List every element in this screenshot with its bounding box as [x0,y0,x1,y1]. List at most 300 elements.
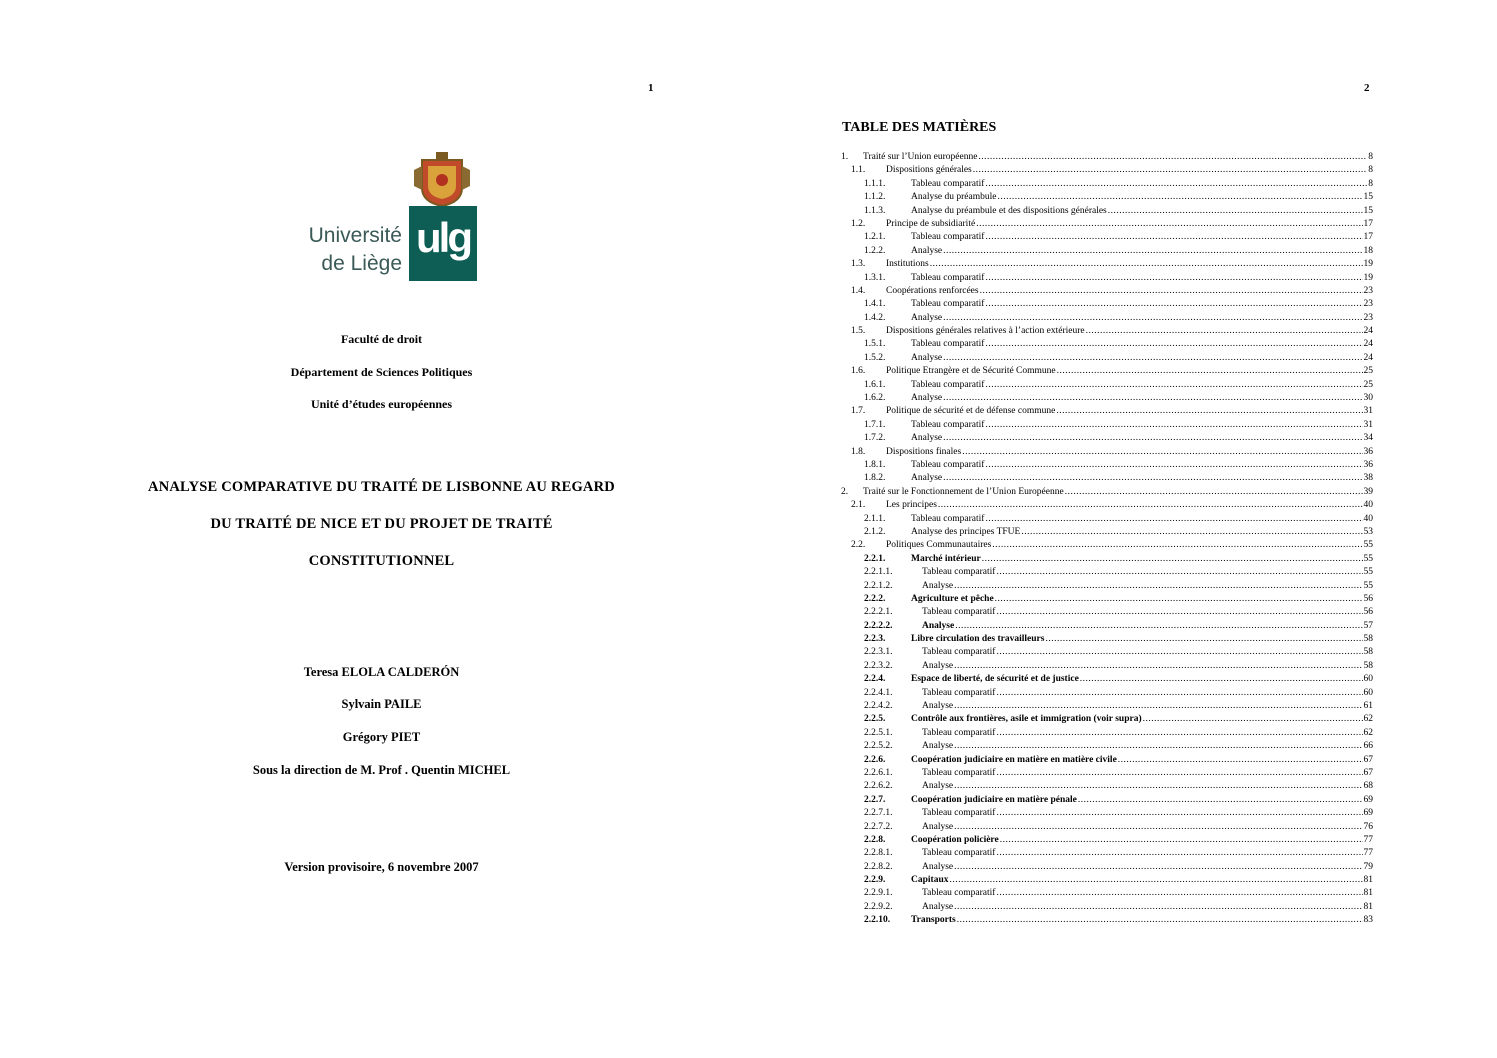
toc-entry-number: 2.2.5.2. [864,741,893,752]
toc-entry-page: 77 [1363,834,1373,845]
toc-leader-dots [943,432,1362,445]
toc-entry-label: Analyse [922,620,955,631]
faculty: Faculté de droit [340,332,423,346]
toc-leader-dots [996,727,1362,740]
toc-leader-dots [1000,834,1363,847]
toc-entry-number: 1.2.2. [864,245,886,256]
toc-entry-number: 1.8.2. [864,473,886,484]
toc-entry[interactable] [841,660,1373,673]
toc-entry[interactable] [841,713,1373,726]
toc-entry-label: Tableau comparatif [922,888,996,899]
toc-entry-number: 1.1.3. [864,205,886,216]
toc-entry-number: 1.4. [851,285,866,296]
left-page [0,0,748,1058]
toc-leader-dots [1021,526,1362,539]
toc-entry-number: 1.1. [851,165,866,176]
document-title-line-2: DU TRAITÉ DE NICE ET DU PROJET DE TRAITÉ [210,516,553,532]
toc-entry-number: 1.4.1. [864,299,886,310]
toc-entry-number: 2.1. [851,500,866,511]
toc-entry-label: Analyse [911,433,943,444]
toc-entry-label: Transports [911,915,956,926]
toc-entry-number: 2.2.4.2. [864,701,893,712]
toc-leader-dots [996,687,1362,700]
right-page [748,0,1497,1058]
toc-entry-label: Tableau comparatif [922,567,996,578]
toc-entry-number: 2.2.3. [864,634,886,645]
toc-entry-label: Capitaux [911,875,949,886]
toc-entry-number: 2.2.4.1. [864,687,893,698]
toc-entry[interactable] [841,700,1373,713]
toc-entry-label: Tableau comparatif [922,848,996,859]
toc-leader-dots [1056,405,1362,418]
toc-entry-number: 1.6.2. [864,393,886,404]
toc-leader-dots [978,151,1367,164]
toc-entry-label: Analyse [922,580,954,591]
toc-entry-page: 69 [1363,794,1373,805]
toc-leader-dots [943,472,1362,485]
toc-entry-number: 1. [841,152,849,162]
toc-entry-number: 1.4.2. [864,312,886,323]
toc-entry-number: 2.2.3.2. [864,660,893,671]
toc-entry-label: Tableau comparatif [911,178,985,189]
author-3: Grégory PIET [342,730,421,744]
table-of-contents [841,151,1373,928]
toc-entry-page: 83 [1363,915,1373,926]
toc-entry[interactable] [841,861,1373,874]
toc-entry-page: 15 [1363,192,1373,203]
toc-entry-page: 34 [1363,433,1373,444]
toc-entry-page: 66 [1363,741,1373,752]
toc-entry-number: 1.5. [851,326,866,337]
toc-entry[interactable] [841,312,1373,325]
toc-entry-number: 1.2.1. [864,232,886,243]
toc-entry-number: 2.2. [851,540,866,551]
toc-entry-page: 58 [1363,660,1373,671]
toc-entry-page: 56 [1363,593,1373,604]
toc-entry-page: 55 [1363,580,1373,591]
toc-entry-label: Analyse [922,861,954,872]
toc-entry-label: Analyse [922,901,954,912]
toc-entry[interactable] [841,486,1373,499]
toc-entry[interactable] [841,821,1373,834]
toc-entry-label: Institutions [886,259,929,270]
toc-leader-dots [1086,325,1363,338]
toc-entry-page: 25 [1363,366,1373,377]
toc-leader-dots [992,539,1362,552]
toc-entry-page: 24 [1363,352,1373,363]
toc-entry-label: Analyse [922,660,954,671]
toc-leader-dots [1057,365,1363,378]
toc-entry-page: 81 [1363,901,1373,912]
toc-entry-label: Tableau comparatif [922,727,996,738]
toc-entry-page: 55 [1363,567,1373,578]
toc-entry-page: 55 [1363,540,1373,551]
toc-entry-label: Traité sur l’Union européenne [863,152,978,162]
toc-entry[interactable] [841,566,1373,579]
toc-leader-dots [954,700,1362,713]
toc-entry-number: 2.1.2. [864,526,886,537]
toc-leader-dots [1143,713,1363,726]
toc-entry[interactable] [841,432,1373,445]
toc-entry-number: 1.5.1. [864,339,886,350]
toc-entry-label: Analyse des principes TFUE [911,526,1021,537]
toc-entry-label: Traité sur le Fonctionnement de l’Union Européenne [863,486,1064,497]
toc-entry-page: 81 [1363,888,1373,899]
toc-entry[interactable] [841,513,1373,526]
toc-entry-label: Tableau comparatif [911,513,985,524]
toc-entry-number: 2.2.8. [864,834,886,845]
toc-leader-dots [954,780,1362,793]
toc-entry-label: Analyse [911,393,943,404]
toc-leader-dots [996,566,1362,579]
toc-entry-number: 1.7.1. [864,419,886,430]
toc-entry-number: 2.2.5. [864,714,886,725]
toc-entry-page: 23 [1363,285,1373,296]
toc-entry-number: 1.5.2. [864,352,886,363]
toc-entry-label: Analyse du préambule et des dispositions générales [911,205,1107,216]
university-logo [296,150,481,282]
toc-entry-page: 76 [1363,821,1373,832]
toc-leader-dots [1045,633,1362,646]
toc-entry-label: Coopération policière [911,834,999,845]
toc-entry-page: 38 [1363,473,1373,484]
ulg-mark [409,206,477,281]
toc-entry[interactable] [841,392,1373,405]
toc-entry[interactable] [841,205,1373,218]
toc-entry-label: Tableau comparatif [922,687,996,698]
toc-entry[interactable] [841,754,1373,767]
toc-entry[interactable] [841,580,1373,593]
toc-entry-label: Coopérations renforcées [886,285,979,296]
toc-leader-dots [957,914,1363,927]
toc-entry-page: 15 [1363,205,1373,216]
toc-leader-dots [954,821,1362,834]
toc-entry[interactable] [841,285,1373,298]
toc-leader-dots [955,620,1362,633]
toc-entry-label: Tableau comparatif [911,459,985,470]
toc-entry-page: 69 [1363,808,1373,819]
toc-entry[interactable] [841,245,1373,258]
toc-entry-page: 55 [1363,553,1373,564]
toc-entry-page: 62 [1363,727,1373,738]
toc-entry-page: 68 [1363,781,1373,792]
toc-entry[interactable] [841,526,1373,539]
toc-entry-number: 2.2.1. [864,553,886,564]
toc-leader-dots [954,740,1362,753]
toc-entry-number: 2.2.10. [864,915,891,926]
page-number: 1 [648,82,654,94]
toc-entry-page: 8 [1368,152,1373,162]
toc-entry-number: 1.2. [851,218,866,229]
department: Département de Sciences Politiques [290,365,473,379]
author-1: Teresa ELOLA CALDERÓN [303,665,460,679]
toc-entry-page: 23 [1363,312,1373,323]
toc-entry[interactable] [841,352,1373,365]
toc-entry-label: Dispositions générales relatives à l’action extérieure [886,326,1085,337]
toc-leader-dots [997,191,1362,204]
toc-leader-dots [973,164,1367,177]
toc-entry-label: Politiques Communautaires [886,540,992,551]
toc-entry[interactable] [841,847,1373,860]
logo-line-1: Université [308,224,402,247]
toc-entry-page: 18 [1363,245,1373,256]
toc-entry-page: 17 [1363,232,1373,243]
toc-leader-dots [995,593,1363,606]
toc-entry-number: 1.7. [851,406,866,417]
toc-leader-dots [996,847,1362,860]
toc-entry[interactable] [841,553,1373,566]
toc-entry-number: 2.2.9. [864,875,886,886]
toc-entry[interactable] [841,767,1373,780]
toc-entry-page: 61 [1363,701,1373,712]
toc-entry-label: Principe de subsidiarité [886,218,976,229]
toc-entry-number: 2.2.2.1. [864,607,893,618]
toc-entry-page: 25 [1363,379,1373,390]
toc-entry[interactable] [841,218,1373,231]
toc-entry-number: 1.1.2. [864,192,886,203]
toc-entry-page: 8 [1368,165,1373,176]
toc-entry[interactable] [841,727,1373,740]
toc-leader-dots [938,499,1363,512]
toc-entry-label: Politique de sécurité et de défense commune [886,406,1056,417]
toc-leader-dots [985,379,1362,392]
page-number: 2 [1364,82,1370,94]
toc-entry-page: 36 [1363,459,1373,470]
toc-entry-page: 30 [1363,393,1373,404]
toc-entry[interactable] [841,325,1373,338]
toc-entry[interactable] [841,379,1373,392]
toc-leader-dots [985,513,1362,526]
toc-entry-number: 2.2.7.1. [864,808,893,819]
toc-entry[interactable] [841,459,1373,472]
toc-entry-page: 8 [1368,178,1373,189]
toc-leader-dots [996,767,1362,780]
toc-leader-dots [996,646,1362,659]
toc-entry-page: 79 [1363,861,1373,872]
toc-entry-number: 2.2.6.2. [864,781,893,792]
toc-entry[interactable] [841,780,1373,793]
toc-entry-number: 2.2.2. [864,593,886,604]
toc-entry-label: Marché intérieur [911,553,981,564]
toc-leader-dots [980,285,1363,298]
toc-leader-dots [985,338,1362,351]
toc-entry-number: 2.2.5.1. [864,727,893,738]
toc-leader-dots [985,459,1362,472]
toc-entry[interactable] [841,687,1373,700]
toc-leader-dots [985,178,1367,191]
toc-leader-dots [982,553,1363,566]
toc-entry[interactable] [841,365,1373,378]
document-title-line-1: ANALYSE COMPARATIVE DU TRAITÉ DE LISBONNE AU REGARD [148,479,615,495]
toc-entry[interactable] [841,231,1373,244]
toc-entry-number: 2.2.4. [864,674,886,685]
toc-entry-number: 2. [841,486,849,497]
toc-entry-label: Tableau comparatif [911,339,985,350]
toc-leader-dots [954,580,1362,593]
toc-entry-number: 1.7.2. [864,433,886,444]
toc-entry[interactable] [841,191,1373,204]
toc-entry[interactable] [841,298,1373,311]
toc-entry[interactable] [841,446,1373,459]
toc-entry-label: Espace de liberté, de sécurité et de justice [911,674,1079,685]
toc-entry-label: Dispositions finales [886,446,962,457]
toc-leader-dots [985,272,1362,285]
toc-entry-page: 67 [1363,767,1373,778]
toc-entry-page: 19 [1363,259,1373,270]
toc-entry-number: 2.2.7. [864,794,886,805]
toc-entry-page: 67 [1363,754,1373,765]
toc-entry-page: 60 [1363,687,1373,698]
toc-entry[interactable] [841,807,1373,820]
toc-entry-number: 2.2.8.1. [864,848,893,859]
toc-entry[interactable] [841,740,1373,753]
toc-entry-label: Tableau comparatif [922,808,996,819]
toc-entry-page: 36 [1363,446,1373,457]
document-title-line-3: CONSTITUTIONNEL [308,553,455,569]
toc-entry-page: 53 [1363,526,1373,537]
toc-leader-dots [943,352,1362,365]
toc-entry-number: 1.8. [851,446,866,457]
toc-leader-dots [985,231,1362,244]
toc-entry-label: Politique Etrangère et de Sécurité Commune [886,366,1056,377]
toc-entry-label: Tableau comparatif [911,232,985,243]
toc-entry-label: Tableau comparatif [922,607,996,618]
toc-entry-number: 1.3. [851,259,866,270]
toc-leader-dots [996,887,1362,900]
toc-entry-number: 1.8.1. [864,459,886,470]
toc-entry-number: 2.2.8.2. [864,861,893,872]
toc-entry-page: 60 [1363,674,1373,685]
toc-leader-dots [1118,754,1363,767]
toc-leader-dots [954,901,1362,914]
toc-entry[interactable] [841,272,1373,285]
toc-entry-label: Analyse [922,741,954,752]
toc-entry[interactable] [841,887,1373,900]
toc-entry-label: Tableau comparatif [911,299,985,310]
toc-entry[interactable] [841,338,1373,351]
toc-entry-number: 1.3.1. [864,272,886,283]
toc-entry-number: 1.6.1. [864,379,886,390]
toc-entry[interactable] [841,164,1373,177]
toc-entry-label: Les principes [886,500,937,511]
toc-entry[interactable] [841,794,1373,807]
toc-entry-page: 19 [1363,272,1373,283]
toc-entry[interactable] [841,914,1373,927]
toc-entry[interactable] [841,620,1373,633]
toc-leader-dots [985,419,1362,432]
ulg-mark-text: ulg [416,214,470,261]
toc-entry-label: Tableau comparatif [911,379,985,390]
toc-leader-dots [996,807,1362,820]
toc-entry-page: 57 [1363,620,1373,631]
toc-entry-label: Analyse [911,352,943,363]
toc-entry[interactable] [841,874,1373,887]
toc-entry[interactable] [841,178,1373,191]
toc-entry[interactable] [841,539,1373,552]
toc-leader-dots [954,660,1362,673]
toc-entry-number: 2.2.1.2. [864,580,893,591]
toc-entry-label: Analyse [922,701,954,712]
toc-entry-label: Coopération judiciaire en matière en matière civile [911,754,1117,765]
toc-entry-page: 81 [1363,875,1373,886]
toc-leader-dots [1108,205,1363,218]
toc-entry-page: 40 [1363,513,1373,524]
toc-entry[interactable] [841,499,1373,512]
toc-entry-number: 2.2.3.1. [864,647,893,658]
toc-entry-label: Tableau comparatif [922,767,996,778]
toc-entry-number: 2.2.1.1. [864,567,893,578]
toc-entry-label: Coopération judiciaire en matière pénale [911,794,1077,805]
toc-entry[interactable] [841,472,1373,485]
toc-entry-label: Tableau comparatif [911,272,985,283]
toc-leader-dots [954,861,1362,874]
toc-entry-number: 2.2.9.1. [864,888,893,899]
toc-entry-page: 24 [1363,339,1373,350]
toc-entry-label: Analyse [911,473,943,484]
toc-entry-number: 2.2.2.2. [864,620,893,631]
toc-entry-number: 2.2.6.1. [864,767,893,778]
toc-entry[interactable] [841,673,1373,686]
unit: Unité d’études européennes [310,397,453,411]
toc-entry-label: Dispositions générales [886,165,972,176]
toc-entry-number: 1.1.1. [864,178,886,189]
toc-entry-number: 2.2.7.2. [864,821,893,832]
toc-entry[interactable] [841,633,1373,646]
toc-entry-page: 40 [1363,500,1373,511]
toc-entry-page: 24 [1363,326,1373,337]
author-2: Sylvain PAILE [341,697,422,711]
toc-entry-label: Tableau comparatif [911,419,985,430]
toc-entry-label: Analyse du préambule [911,192,997,203]
toc-leader-dots [1078,794,1363,807]
toc-entry[interactable] [841,258,1373,271]
logo-wordmark [296,222,402,278]
toc-entry[interactable] [841,593,1373,606]
toc-leader-dots [943,392,1362,405]
toc-entry[interactable] [841,834,1373,847]
toc-leader-dots [962,446,1362,459]
toc-leader-dots [996,606,1362,619]
supervision: Sous la direction de M. Prof . Quentin MICHEL [252,763,511,777]
toc-entry-label: Analyse [922,781,954,792]
toc-entry-page: 31 [1363,419,1373,430]
toc-entry-label: Analyse [911,245,943,256]
logo-line-2: de Liège [321,252,402,275]
toc-entry-label: Tableau comparatif [922,647,996,658]
toc-entry-label: Analyse [911,312,943,323]
toc-entry-number: 2.2.6. [864,754,886,765]
toc-entry-page: 17 [1363,218,1373,229]
toc-entry-page: 58 [1363,647,1373,658]
toc-entry[interactable] [841,151,1373,164]
toc-leader-dots [1065,486,1363,499]
toc-leader-dots [985,298,1362,311]
crest-icon [408,150,476,208]
toc-entry-page: 31 [1363,406,1373,417]
toc-entry[interactable] [841,901,1373,914]
toc-leader-dots [930,258,1363,271]
toc-entry-page: 23 [1363,299,1373,310]
toc-leader-dots [949,874,1362,887]
toc-entry[interactable] [841,646,1373,659]
toc-entry-number: 2.2.9.2. [864,901,893,912]
toc-leader-dots [976,218,1362,231]
toc-entry[interactable] [841,405,1373,418]
toc-entry-page: 56 [1363,607,1373,618]
toc-entry[interactable] [841,606,1373,619]
toc-entry-number: 2.1.1. [864,513,886,524]
toc-entry[interactable] [841,419,1373,432]
